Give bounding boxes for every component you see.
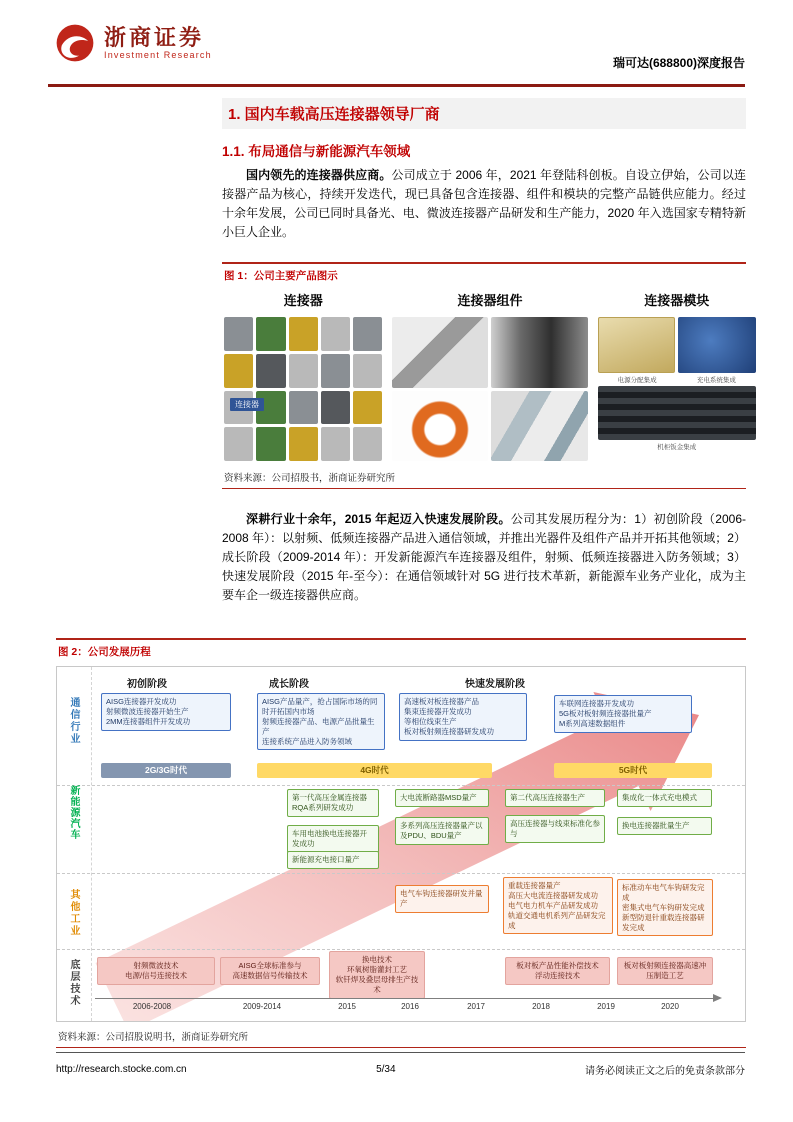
module-label-charging-system: 充电系统集成: [696, 377, 736, 384]
photo-label-connector: 连接器: [230, 398, 264, 411]
stage-startup: 初创阶段: [127, 679, 167, 690]
row-label-rail: [57, 667, 92, 1021]
component-photo-harness: [392, 317, 488, 388]
figure-2: [56, 638, 746, 1048]
development-timeline-diagram: [56, 666, 746, 1022]
product-photo-connectors: [222, 315, 384, 463]
brand-name: 浙商证券: [104, 25, 205, 51]
figure-1: [222, 262, 746, 489]
page-footer: [56, 1052, 745, 1077]
module-label-power-distribution: 电源分配集成: [617, 377, 657, 384]
report-title: 瑞可达(688800)深度报告: [612, 56, 745, 70]
module-photo-row: [598, 317, 756, 373]
product-photo-components: [390, 315, 589, 463]
zheshang-logo-icon: [54, 22, 96, 64]
milestone-box-tech-2: AISG全球标准参与 高速数据信号传输技术: [220, 957, 320, 985]
row-divider-3: [57, 949, 745, 950]
era-band-4g: 4G时代: [257, 763, 492, 778]
module-label-row: [598, 375, 756, 384]
row-label-base-technology: 底层技术: [68, 959, 79, 1007]
stage-rapid-development: 快速发展阶段: [465, 679, 525, 690]
milestone-box-nev-5: 多系列高压连接器量产以及PDU、BDU量产: [395, 817, 489, 845]
era-band-2g3g: 2G/3G时代: [101, 763, 231, 778]
milestone-box-nev-6: 第二代高压连接器生产: [505, 789, 605, 807]
column-title-modules: 连接器模块: [644, 293, 710, 308]
component-photo-plugs: [491, 391, 587, 462]
disclaimer-notice: 请务必阅读正文之后的免责条款部分: [585, 1066, 745, 1077]
paragraph-development-history: [222, 510, 746, 605]
module-photo-cabinet: [598, 386, 756, 440]
figure-2-source: 资料来源：公司招股说明书，浙商证券研究所: [56, 1022, 746, 1048]
year-2009-2014: 2009-2014: [242, 1002, 282, 1011]
stage-growth: 成长阶段: [269, 679, 309, 690]
page-number: 5/34: [376, 1064, 396, 1075]
subsection-title: 1.1. 布局通信与新能源汽车领域: [222, 144, 411, 159]
era-band-5g: 5G时代: [554, 763, 712, 778]
brand-text: [104, 25, 212, 61]
paragraph-1-body: 公司成立于 2006 年，2021 年登陆科创板。自设立伊始，公司以连接器产品为核心，持续开发迭代，现已具备包含连接器、组件和模块的完整产品链供应能力。经过十余年发展，公司已同时具备光、电、微波连接器产品研发和生产能力，2020 年入选国家专精特新小巨人企业。: [222, 168, 746, 239]
paragraph-2-body: 公司其发展历程分为：1）初创阶段（2006-2008 年）：以射频、低频连接器产品进入通信领域，并推出光器件及组件产品并开拓其他领域；2）成长阶段（2009-2014 年）：开发新能源汽车连接器及组件，射频、低频连接器进入防务领域；3）快速发展阶段（2015 年-至今）：在通信领域针对 5G 进行技术革新，新能源车业务产业化，成为主要车企一级连接器供应商。: [222, 512, 746, 602]
component-photo-cables: [491, 317, 587, 388]
figure-1-title-row: [222, 287, 746, 315]
milestone-box-comm-1: AISG连接器开发成功 射频微波连接器开始生产 2MM连接器组件开发成功: [101, 693, 231, 731]
milestone-box-tech-4: 板对板产品性能补偿技术 浮动连接技术: [505, 957, 610, 985]
paragraph-company-intro: [222, 166, 746, 242]
timeline-axis: [95, 998, 713, 999]
brand-subtitle: Investment Research: [104, 50, 212, 61]
milestone-box-comm-3: 高速板对板连接器产品 集束连接器开发成功 等相位线束生产 板对板射频连接器研发成功: [399, 693, 527, 741]
year-2015: 2015: [338, 1002, 356, 1011]
milestone-box-nev-7: 高压连接器与线束标准化参与: [505, 815, 605, 843]
milestone-box-other-2: 重载连接器量产 高压大电流连接器研发成功 电气电力机车产品研发成功 轨道交通电机系列产品研发完成: [503, 877, 613, 934]
row-label-communications: 通信行业: [68, 697, 79, 745]
column-title-connectors: 连接器: [283, 293, 323, 308]
milestone-box-other-3: 标准动车电气车钩研发完成 密集式电气车钩研发完成 新型防退针重载连接器研发完成: [617, 879, 713, 936]
product-photo-modules: [596, 315, 758, 463]
module-photo-power-distribution: [598, 317, 676, 373]
header-divider: [48, 84, 745, 87]
row-divider-2: [57, 873, 745, 874]
row-divider-1: [57, 785, 745, 786]
figure-1-caption: 图 1：公司主要产品图示: [222, 262, 746, 287]
milestone-box-tech-3: 换电技术 环氧树脂灌封工艺 软钎焊及叠层母排生产技术: [329, 951, 425, 999]
paragraph-2-lead: 深耕行业十余年，2015 年起迈入快速发展阶段。: [246, 512, 511, 526]
year-2006-2008: 2006-2008: [132, 1002, 172, 1011]
row-label-other-industry: 其他工业: [68, 889, 79, 937]
component-photo-wire-ring: [392, 391, 488, 462]
figure-1-source: 资料来源：公司招股书，浙商证券研究所: [222, 463, 746, 489]
brand-logo: [54, 22, 212, 64]
year-2017: 2017: [467, 1002, 485, 1011]
milestone-box-tech-5: 板对板射频连接器高速冲压制造工艺: [617, 957, 713, 985]
milestone-box-nev-1: 第一代高压金属连接器RQA系列研发成功: [287, 789, 379, 817]
figure-2-caption: 图 2：公司发展历程: [56, 638, 746, 663]
milestone-box-other-1: 电气车钩连接器研发并量产: [395, 885, 489, 913]
column-title-components: 连接器组件: [457, 293, 523, 308]
module-photo-charging-system: [678, 317, 756, 373]
milestone-box-nev-9: 换电连接器批量生产: [617, 817, 712, 835]
year-2020: 2020: [661, 1002, 679, 1011]
milestone-box-nev-2: 车用电池换电连接器开发成功: [287, 825, 379, 853]
paragraph-1-lead: 国内领先的连接器供应商。: [246, 168, 392, 182]
figure-1-photo-row: [222, 315, 746, 463]
year-2016: 2016: [401, 1002, 419, 1011]
milestone-box-comm-2: AISG产品量产，抢占国际市场的同时开拓国内市场 射频连接器产品、电源产品批量生产 连接系统产品进入防务领域: [257, 693, 385, 750]
milestone-box-tech-1: 射频微波技术 电源/信号连接技术: [97, 957, 215, 985]
research-site-link[interactable]: http://research.stocke.com.cn: [56, 1064, 187, 1075]
section-title: 1. 国内车载高压连接器领导厂商: [222, 98, 746, 129]
module-label-cabinet: 机柜钣金集成: [657, 444, 697, 451]
milestone-box-nev-3: 新能源充电接口量产: [287, 851, 379, 869]
milestone-box-nev-8: 集成化一体式充电模式: [617, 789, 712, 807]
milestone-box-nev-4: 大电流断路器MSD量产: [395, 789, 489, 807]
year-2018: 2018: [532, 1002, 550, 1011]
row-label-nev: 新能源汽车: [68, 785, 79, 840]
milestone-box-comm-4: 车联网连接器开发成功 5G板对板射频连接器批量产 M系列高速数据组件: [554, 695, 692, 733]
year-2019: 2019: [597, 1002, 615, 1011]
page-header: [54, 22, 745, 71]
